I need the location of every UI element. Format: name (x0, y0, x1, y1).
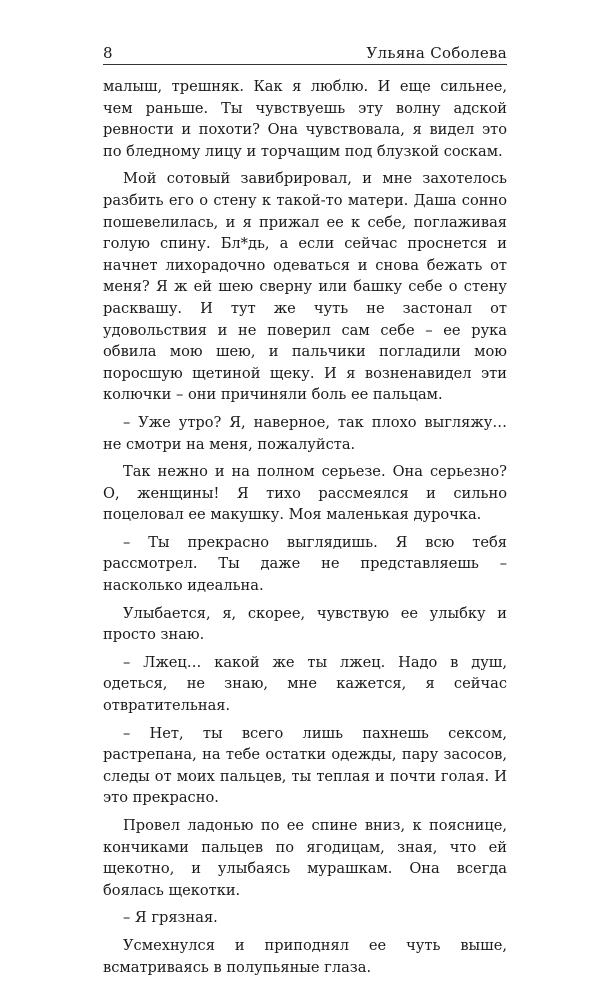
running-title-author: Ульяна Соболева (366, 44, 507, 62)
paragraph: Так нежно и на полном серьезе. Она серьезно? О, женщины! Я тихо рассмеялся и сильно поцеловал ее макушку. Моя маленькая дурочка. (103, 463, 507, 524)
paragraph: – Лжец… какой же ты лжец. Надо в душ, одеться, не знаю, мне кажется, я сейчас отвратительная. (103, 653, 507, 715)
paragraph: – Уже утро? Я, наверное, так плохо выгляжу… не смотри на меня, пожалуйста. (103, 413, 507, 453)
paragraph: – Нет, ты всего лишь пахнешь сексом, растрепана, на тебе остатки одежды, пару засосов, следы от моих пальцев, ты теплая и почти голая. И это прекрасно. (103, 724, 507, 807)
page-number: 8 (103, 44, 113, 62)
paragraph: Провел ладонью по ее спине вниз, к пояснице, кончиками пальцев по ягодицам, зная, что ей щекотно, и улыбаясь мурашкам. Она всегда боялась щекотки. (103, 817, 507, 899)
paragraph: – Я грязная. (123, 909, 218, 927)
paragraph: малыш, трешняк. Как я люблю. И еще сильнее, чем раньше. Ты чувствуешь эту волну адской ревности и похоти? Она чувствовала, я видел это по бледному лицу и торчащим под блузкой соскам. (103, 78, 507, 160)
paragraph: Мой сотовый завибрировал, и мне захотелось разбить его о стену к такой-то матери. Даша сонно пошевелилась, и я прижал ее к себе, поглаживая голую спину. Бл*дь, а если сейчас проснется и начнет лихорадочно одеваться и снова бежать от меня? Я ж ей шею сверну или башку себе о стену расквашу. И тут же чуть не застонал от удовольствия и не поверил сам себе – ее рука обвила мою шею, и пальчики погладили мою поросшую щетиной щеку. И я возненавидел эти колючки – они причиняли боль ее пальцам. (103, 170, 507, 404)
body-text (103, 76, 507, 984)
paragraph: – Ты прекрасно выглядишь. Я всю тебя рассмотрел. Ты даже не представляешь – насколько идеальна. (103, 533, 507, 595)
page-header (103, 40, 507, 65)
paragraph: Улыбается, я, скорее, чувствую ее улыбку и просто знаю. (103, 604, 507, 644)
paragraph: Усмехнулся и приподнял ее чуть выше, всматриваясь в полупьяные глаза. (103, 936, 507, 976)
